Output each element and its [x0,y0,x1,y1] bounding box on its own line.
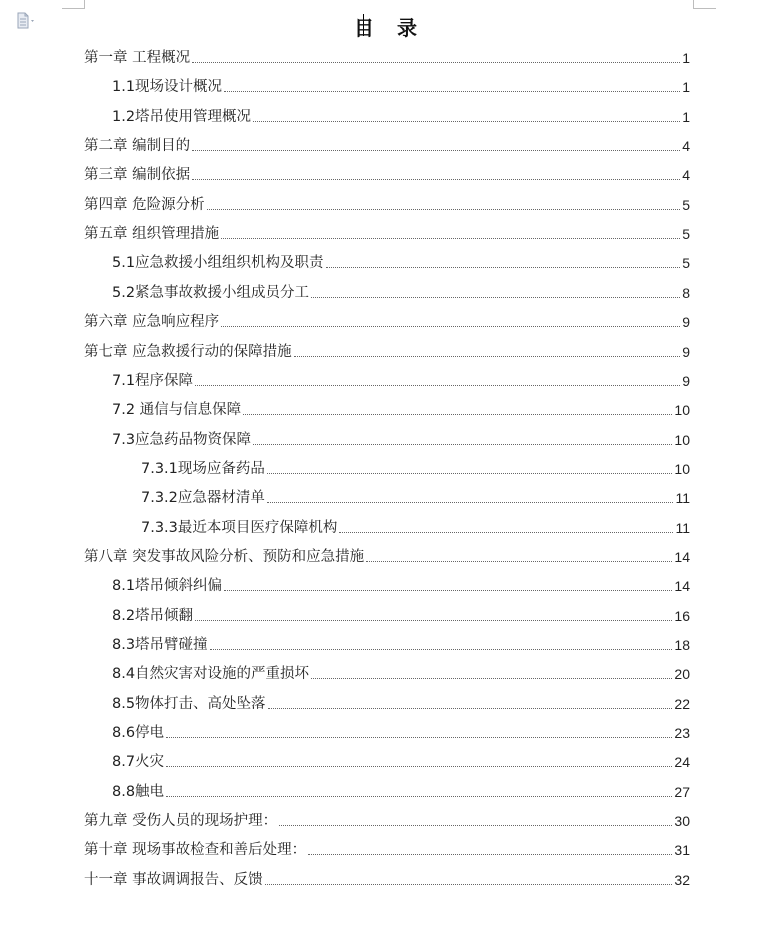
toc-entry-page-number: 1 [682,50,690,66]
toc-entry-page-number: 4 [682,138,690,155]
toc-entry-page-number: 14 [674,548,690,565]
toc-entry[interactable] [141,456,690,478]
toc-entry-label: 8.4自然灾害对设施的严重损坏 [112,666,310,683]
toc-entry-label: 7.2 通信与信息保障 [112,402,242,419]
toc-entry-label: 十一章 事故调调报告、反馈 [84,871,263,888]
toc-dot-leader [268,707,673,709]
toc-entry[interactable] [84,309,690,331]
toc-entry[interactable] [84,45,690,67]
toc-entry-label: 第六章 应急响应程序 [84,314,220,331]
toc-entry-page-number: 1 [682,79,690,96]
toc-entry-page-number: 5 [682,255,690,272]
toc-entry-label: 1.1现场设计概况 [112,79,223,96]
toc-entry-page-number: 11 [675,490,690,507]
toc-entry-page-number: 24 [674,754,690,771]
toc-entry-label: 8.5物体打击、高处坠落 [112,695,266,712]
toc-dot-leader [311,677,672,679]
toc-entry[interactable] [112,720,690,742]
toc-entry[interactable] [112,632,690,654]
toc-entry-label: 第五章 组织管理措施 [84,226,220,243]
toc-entry-page-number: 11 [675,519,690,536]
toc-entry[interactable] [112,368,690,390]
toc-entry-page-number: 31 [674,842,690,859]
toc-entry-page-number: 1 [682,108,690,125]
toc-entry-label: 8.2塔吊倾翻 [112,607,194,624]
toc-entry[interactable] [112,573,690,595]
page-title: 目 录 [354,16,425,40]
toc-entry-label: 8.7火灾 [112,754,165,771]
toc-dot-leader [294,355,681,357]
toc-entry-page-number: 10 [674,460,690,477]
toc-entry-page-number: 18 [674,637,690,653]
toc-entry[interactable] [141,515,690,537]
toc-dot-leader [326,266,681,268]
toc-entry[interactable] [141,485,690,507]
toc-entry-page-number: 32 [674,871,690,888]
toc-entry-page-number: 20 [674,666,690,683]
toc-dot-leader [339,531,673,533]
toc-dot-leader [253,443,672,445]
toc-dot-leader [192,178,680,180]
toc-entry-label: 7.1程序保障 [112,372,194,389]
toc-entry[interactable] [84,221,690,243]
toc-entry[interactable] [112,603,690,625]
toc-entry-label: 7.3.2应急器材清单 [141,490,265,507]
toc-entry-page-number: 9 [682,372,690,389]
toc-entry[interactable] [112,427,690,449]
toc-entry-label: 8.8触电 [112,783,165,800]
toc-dot-leader [166,765,672,767]
toc-entry-page-number: 4 [682,167,690,184]
toc-entry-page-number: 16 [674,607,690,624]
toc-entry-label: 第八章 突发事故风险分析、预防和应急措施 [84,548,365,565]
toc-dot-leader [221,237,680,239]
toc-entry-page-number: 9 [682,314,690,331]
toc-entry-label: 8.1塔吊倾斜纠偏 [112,578,223,595]
toc-dot-leader [279,824,672,826]
toc-entry[interactable] [112,104,690,126]
toc-dot-leader [192,149,680,151]
toc-dot-leader [210,648,673,650]
toc-entry-page-number: 8 [682,284,690,301]
toc-entry-page-number: 5 [682,196,690,213]
toc-entry-label: 第十章 现场事故检查和善后处理： [84,842,307,859]
toc-entry[interactable] [112,691,690,713]
toc-entry-page-number: 23 [674,725,690,742]
toc-entry-label: 第三章 编制依据 [84,167,191,184]
toc-entry-page-number: 22 [674,695,690,712]
page-margin-marker-right [693,0,716,9]
toc-entry[interactable] [84,808,690,830]
toc-entry-label: 5.1应急救援小组组织机构及职责 [112,255,324,272]
toc-entry[interactable] [112,779,690,801]
toc-entry-page-number: 27 [674,783,690,800]
toc-dot-leader [308,853,672,855]
toc-entry-label: 7.3.3最近本项目医疗保障机构 [141,519,338,536]
toc-entry[interactable] [84,837,690,859]
toc-dot-leader [253,120,680,122]
toc-entry-label: 第二章 编制目的 [84,138,191,155]
toc-entry-page-number: 30 [674,813,690,830]
toc-entry[interactable] [84,339,690,361]
toc-entry[interactable] [84,867,690,889]
toc-dot-leader [267,472,673,474]
toc-entry-page-number: 10 [674,431,690,448]
toc-entry[interactable] [84,133,690,155]
toc-entry-label: 1.2塔吊使用管理概况 [112,108,252,125]
toc-entry[interactable] [84,544,690,566]
toc-dot-leader [166,736,672,738]
toc-entry[interactable] [112,661,690,683]
toc-entry[interactable] [112,397,690,419]
toc-dot-leader [166,795,672,797]
toc-entry[interactable] [112,250,690,272]
toc-dot-leader [224,90,680,92]
toc-entry[interactable] [112,74,690,96]
toc-dot-leader [221,325,680,327]
toc-entry-label: 8.3塔吊臂碰撞 [112,637,208,653]
toc-entry-label: 第四章 危险源分析 [84,196,205,213]
toc-entry[interactable] [84,192,690,214]
toc-entry[interactable] [84,162,690,184]
toc-entry-page-number: 10 [674,402,690,419]
toc-dot-leader [265,883,673,885]
page-margin-marker-left [62,0,85,9]
toc-dot-leader [195,619,672,621]
toc-entry[interactable] [112,749,690,771]
toc-entry-page-number: 5 [682,226,690,243]
toc-entry-label: 7.3.1现场应备药品 [141,460,265,477]
toc-dot-leader [366,560,672,562]
toc-dot-leader [267,501,674,503]
toc-entry-label: 7.3应急药品物资保障 [112,431,252,448]
toc-dot-leader [311,296,680,298]
toc-entry-label: 第七章 应急救援行动的保障措施 [84,343,292,360]
toc-dot-leader [192,61,680,63]
toc-dot-leader [195,384,680,386]
toc-entry-label: 第一章 工程概况 [84,50,191,66]
toc-entry-label: 8.6停电 [112,725,165,742]
toc-dot-leader [207,208,681,210]
toc-entry-label: 第九章 受伤人员的现场护理： [84,813,278,830]
toc-entry-page-number: 9 [682,343,690,360]
toc-dot-leader [243,413,672,415]
toc-dot-leader [224,589,672,591]
toc-entry-page-number: 14 [674,578,690,595]
toc-entry[interactable] [112,280,690,302]
toc-entry-label: 5.2紧急事故救援小组成员分工 [112,284,310,301]
